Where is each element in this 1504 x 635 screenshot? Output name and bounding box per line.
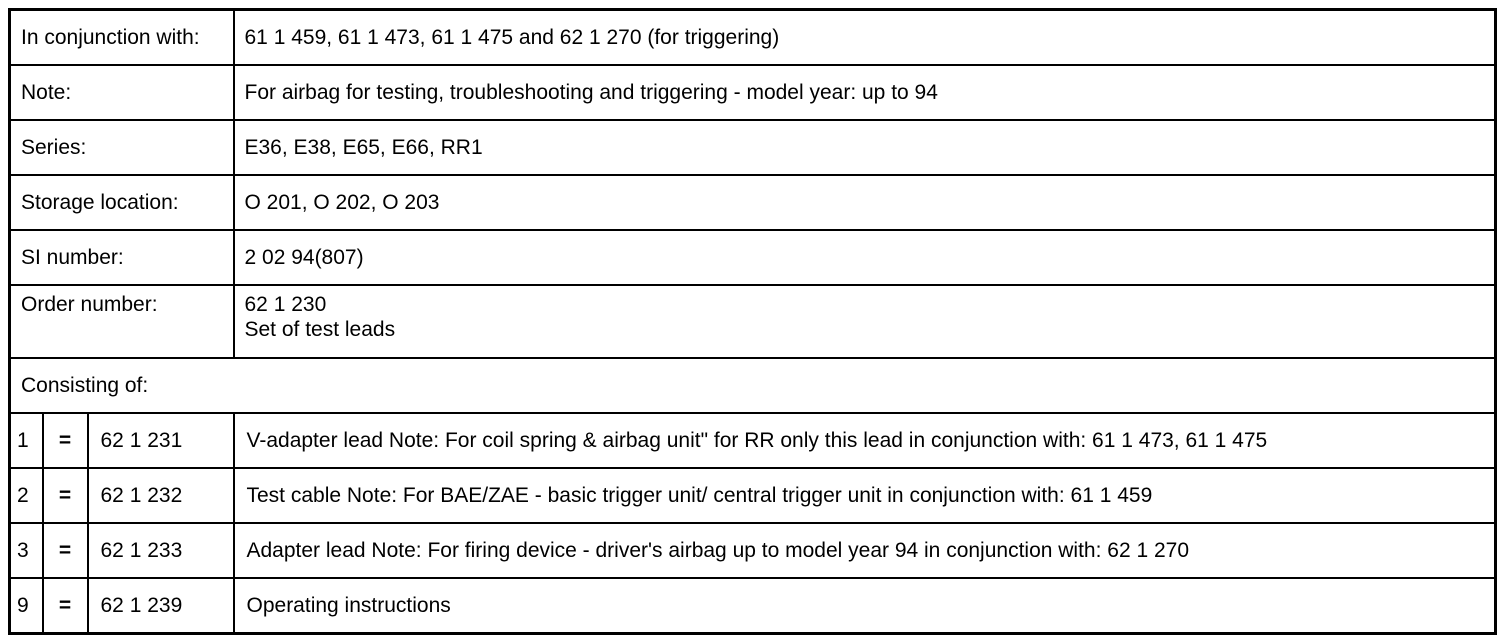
part-row bbox=[10, 468, 1496, 523]
order-number-label: Order number: bbox=[10, 285, 234, 358]
order-number: 62 1 230 bbox=[244, 293, 327, 316]
part-number: 62 1 239 bbox=[88, 578, 234, 634]
part-index: 2 bbox=[10, 468, 43, 523]
in-conjunction-label: In conjunction with: bbox=[10, 10, 234, 66]
si-number-value: 2 02 94(807) bbox=[234, 230, 1496, 285]
part-index: 9 bbox=[10, 578, 43, 634]
part-symbol: = bbox=[43, 523, 88, 578]
consisting-of-label: Consisting of: bbox=[10, 358, 1496, 413]
info-row-si-number bbox=[10, 230, 1496, 285]
si-number-label: SI number: bbox=[10, 230, 234, 285]
in-conjunction-value: 61 1 459, 61 1 473, 61 1 475 and 62 1 270 (for triggering) bbox=[234, 10, 1496, 66]
storage-location-label: Storage location: bbox=[10, 175, 234, 230]
part-description: Test cable Note: For BAE/ZAE - basic trigger unit/ central trigger unit in conjunction with: 61 1 459 bbox=[234, 468, 1496, 523]
series-value: E36, E38, E65, E66, RR1 bbox=[234, 120, 1496, 175]
part-symbol: = bbox=[43, 578, 88, 634]
part-number: 62 1 231 bbox=[88, 413, 234, 468]
info-row-storage-location bbox=[10, 175, 1496, 230]
part-description: Operating instructions bbox=[234, 578, 1496, 634]
note-value: For airbag for testing, troubleshooting and triggering - model year: up to 94 bbox=[234, 65, 1496, 120]
part-number: 62 1 233 bbox=[88, 523, 234, 578]
part-number: 62 1 232 bbox=[88, 468, 234, 523]
order-name: Set of test leads bbox=[244, 318, 396, 341]
part-row bbox=[10, 523, 1496, 578]
consisting-of-row bbox=[10, 358, 1496, 413]
info-row-note bbox=[10, 65, 1496, 120]
part-index: 3 bbox=[10, 523, 43, 578]
info-row-in-conjunction bbox=[10, 10, 1496, 66]
info-row-order-number bbox=[10, 285, 1496, 358]
series-label: Series: bbox=[10, 120, 234, 175]
part-index: 1 bbox=[10, 413, 43, 468]
part-description: Adapter lead Note: For firing device - driver's airbag up to model year 94 in conjunction with: 62 1 270 bbox=[234, 523, 1496, 578]
part-symbol: = bbox=[43, 413, 88, 468]
part-description: V-adapter lead Note: For coil spring & airbag unit" for RR only this lead in conjunction with: 61 1 473, 61 1 475 bbox=[234, 413, 1496, 468]
order-number-value bbox=[234, 285, 1496, 358]
note-label: Note: bbox=[10, 65, 234, 120]
part-row bbox=[10, 578, 1496, 634]
info-row-series bbox=[10, 120, 1496, 175]
part-symbol: = bbox=[43, 468, 88, 523]
storage-location-value: O 201, O 202, O 203 bbox=[234, 175, 1496, 230]
part-row bbox=[10, 413, 1496, 468]
special-tool-table bbox=[8, 8, 1497, 635]
